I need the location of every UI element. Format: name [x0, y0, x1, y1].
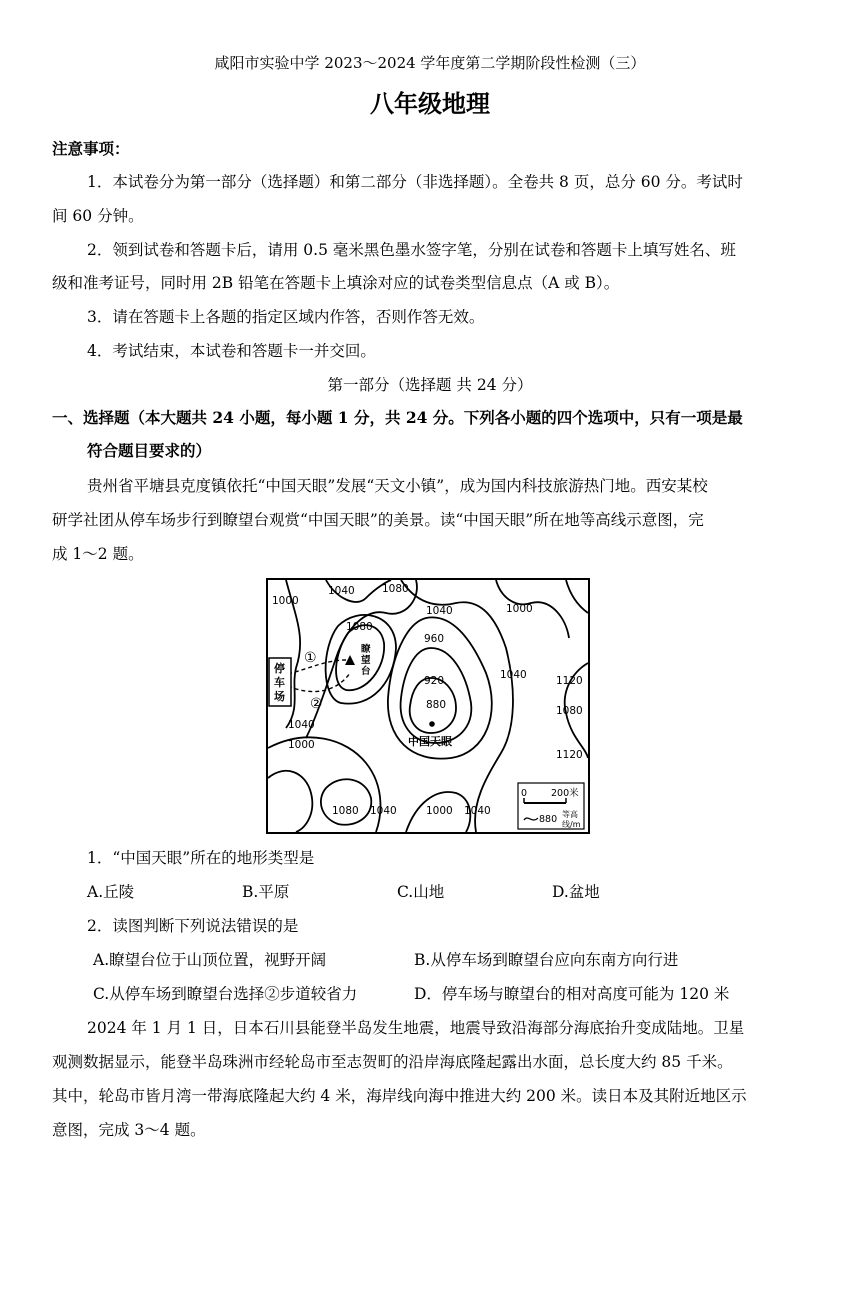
contour-map-svg	[266, 578, 590, 834]
parking-label: 车	[274, 676, 285, 689]
section-title: 一、选择题（本大题共 24 小题，每小题 1 分，共 24 分。下列各小题的四个选项中，只有一项是最	[52, 408, 743, 427]
section-title-cont: 符合题目要求的）	[87, 441, 212, 460]
passage2-line3: 其中，轮岛市皆月湾一带海底隆起大约 4 米，海岸线向海中推进大约 200 米。读日本及其附近地区示	[52, 1087, 747, 1105]
q1-option-a: A.丘陵	[87, 883, 135, 901]
scale-zero: 0	[521, 788, 528, 799]
tower-label: 瞭	[361, 644, 371, 655]
exam-title: 咸阳市实验中学 2023～2024 学年度第二学期阶段性检测（三）	[214, 54, 646, 72]
parking-label: 场	[274, 690, 285, 703]
q1-option-c: C.山地	[397, 883, 445, 901]
contour-label: 1000	[288, 739, 315, 751]
contour-label: 1040	[464, 805, 491, 817]
q2-option-a: A.瞭望台位于山顶位置，视野开阔	[93, 951, 327, 969]
path-2-label: ②	[310, 696, 323, 712]
scale-length: 200米	[551, 788, 579, 799]
contour-label: 1000	[506, 603, 533, 615]
passage1-line2: 研学社团从停车场步行到瞭望台观赏“中国天眼”的美景。读“中国天眼”所在地等高线示意图，完	[52, 511, 704, 529]
parking-label: 停	[274, 662, 285, 675]
notice-item-1-cont: 间 60 分钟。	[52, 207, 144, 225]
contour-label: 960	[424, 633, 445, 645]
contour-label: 1000	[272, 595, 299, 607]
contour-label: 1120	[556, 675, 583, 687]
contour-label: 1120	[556, 749, 583, 761]
notice-item-4: 4．考试结束，本试卷和答题卡一并交回。	[87, 342, 376, 360]
q1-option-d: D.盆地	[552, 883, 600, 901]
contour-label: 1080	[556, 705, 583, 717]
q2-option-c: C.从停车场到瞭望台选择②步道较省力	[93, 985, 358, 1003]
passage2-line2: 观测数据显示，能登半岛珠洲市经轮岛市至志贺町的沿岸海底隆起露出水面，总长度大约 85 千米。	[52, 1053, 733, 1071]
contour-label: 880	[426, 699, 447, 711]
fast-label: 中国天眼	[408, 735, 452, 748]
passage1-line1: 贵州省平塘县克度镇依托“中国天眼”发展“天文小镇”，成为国内科技旅游热门地。西安某校	[87, 477, 708, 495]
tower-label: 望	[361, 655, 371, 666]
contour-label: 1040	[288, 719, 315, 731]
legend-text: 线/m	[562, 820, 581, 829]
notice-item-2: 2．领到试卷和答题卡后，请用 0.5 毫米黑色墨水签字笔，分别在试卷和答题卡上填写姓名、班	[87, 241, 736, 259]
contour-label: 1000	[426, 805, 453, 817]
tower-label: 台	[361, 666, 371, 677]
contour-label: 1040	[328, 585, 355, 597]
notice-item-2-cont: 级和准考证号，同时用 2B 铅笔在答题卡上填涂对应的试卷类型信息点（A 或 B）。	[52, 274, 620, 292]
contour-label: 1040	[500, 669, 527, 681]
path-1-label: ①	[304, 650, 317, 666]
q2-option-b: B.从停车场到瞭望台应向东南方向行进	[414, 951, 679, 969]
contour-label: 1080	[332, 805, 359, 817]
contour-label: 1040	[370, 805, 397, 817]
notice-item-1: 1．本试卷分为第一部分（选择题）和第二部分（非选择题）。全卷共 8 页，总分 60 分。考试时	[87, 173, 743, 191]
q2-stem: 2．读图判断下列说法错误的是	[87, 917, 299, 935]
q2-option-d: D．停车场与瞭望台的相对高度可能为 120 米	[414, 985, 730, 1003]
notice-item-3: 3．请在答题卡上各题的指定区域内作答，否则作答无效。	[87, 308, 485, 326]
notice-heading: 注意事项：	[52, 139, 130, 158]
contour-label: 920	[424, 675, 445, 687]
part1-title: 第一部分（选择题 共 24 分）	[327, 376, 533, 394]
q1-option-b: B.平原	[242, 883, 290, 901]
legend-value: 880	[539, 814, 558, 825]
passage2-line1: 2024 年 1 月 1 日，日本石川县能登半岛发生地震，地震导致沿海部分海底抬升变成陆地。卫星	[87, 1019, 745, 1037]
contour-label: 1080	[382, 583, 409, 595]
passage1-line3: 成 1～2 题。	[52, 545, 144, 563]
legend-text: 等高	[562, 810, 578, 819]
contour-label: 1040	[426, 605, 453, 617]
fast-marker	[429, 721, 435, 727]
contour-label: 1080	[346, 621, 373, 633]
contour-map	[266, 578, 590, 834]
passage2-line4: 意图，完成 3～4 题。	[52, 1121, 206, 1139]
q1-stem: 1．“中国天眼”所在的地形类型是	[87, 849, 315, 867]
page-title: 八年级地理	[370, 89, 490, 118]
